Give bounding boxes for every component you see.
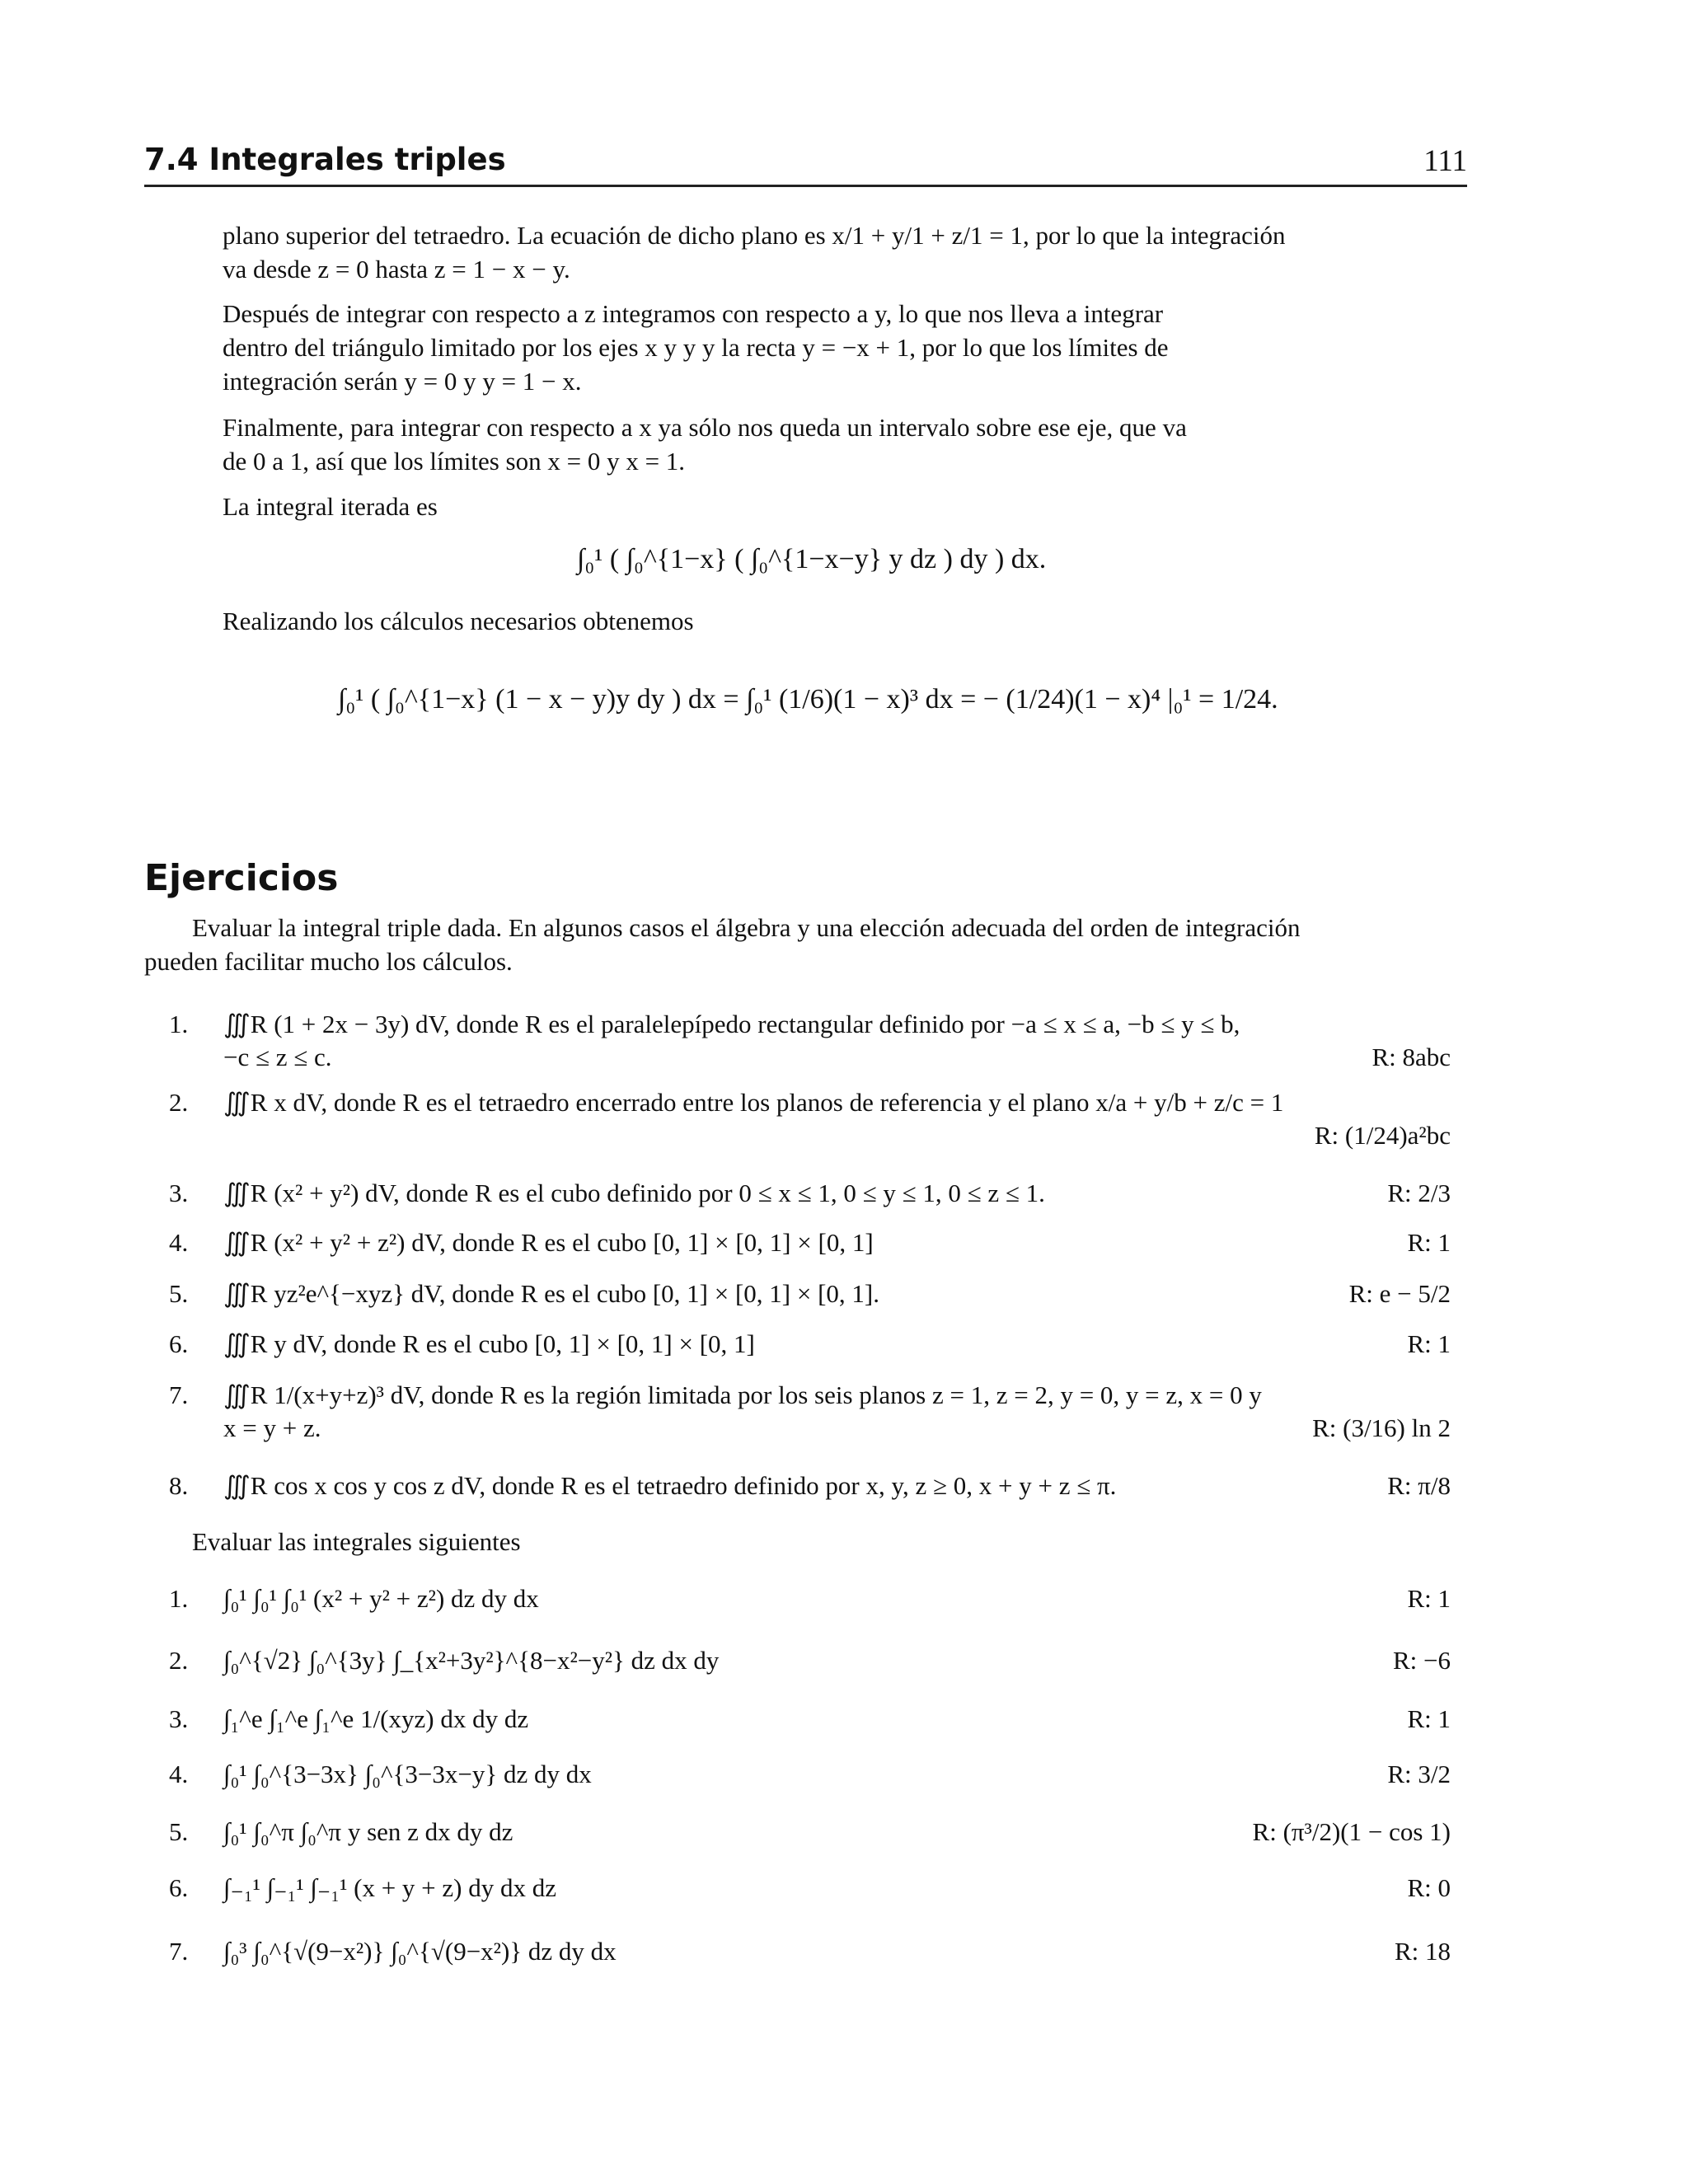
exercise-answer: R: 3/2 — [1387, 1760, 1451, 1788]
exercise-item — [169, 1088, 1451, 1154]
exercise-text: ∫₀^{√2} ∫₀^{3y} ∫_{x²+3y²}^{8−x²−y²} dz dx dy — [223, 1646, 720, 1675]
page-header — [144, 142, 1467, 187]
exercise-text: ∭R yz²e^{−xyz} dV, donde R es el cubo [0, 1] × [0, 1] × [0, 1]. — [223, 1279, 879, 1308]
exercise-text: ∭R (x² + y²) dV, donde R es el cubo definido por 0 ≤ x ≤ 1, 0 ≤ y ≤ 1, 0 ≤ z ≤ 1. — [223, 1179, 1045, 1207]
exercises-intro-2 — [192, 1525, 521, 1558]
exercise-number: 6. — [169, 1329, 189, 1358]
paragraph-line: va desde z = 0 hasta z = 1 − x − y. — [223, 255, 570, 284]
exercise-answer: R: π/8 — [1387, 1471, 1451, 1500]
paragraph-limits-x — [223, 410, 1360, 478]
exercise-text: ∭R (1 + 2x − 3y) dV, donde R es el paralelepípedo rectangular definido por −a ≤ x ≤ a, −b ≤ y ≤ b, — [223, 1010, 1240, 1038]
exercises-intro — [144, 911, 1467, 978]
exercise-item — [169, 1646, 1451, 1712]
paragraph-iterated — [223, 490, 438, 523]
exercise-answer: R: (3/16) ln 2 — [1312, 1413, 1451, 1442]
exercise-number: 5. — [169, 1279, 189, 1308]
exercise-text-continued: −c ≤ z ≤ c. — [223, 1043, 332, 1071]
paragraph-line: Después de integrar con respecto a z integramos con respecto a y, lo que nos lleva a integrar — [223, 299, 1164, 328]
exercise-text: ∫₋₁¹ ∫₋₁¹ ∫₋₁¹ (x + y + z) dy dx dz — [223, 1873, 556, 1902]
exercise-answer: R: 18 — [1394, 1937, 1451, 1966]
exercise-text: ∭R 1/(x+y+z)³ dV, donde R es la región limitada por los seis planos z = 1, z = 2, y = 0, y = z, x = 0 y — [223, 1380, 1262, 1409]
exercise-text: ∭R x dV, donde R es el tetraedro encerrado entre los planos de referencia y el plano x/a + y/b + z/c = 1 — [223, 1088, 1284, 1117]
exercise-answer: R: (1/24)a²bc — [1314, 1121, 1451, 1150]
exercise-text-continued: x = y + z. — [223, 1413, 321, 1442]
exercise-answer: R: 1 — [1407, 1584, 1451, 1613]
exercise-answer: R: −6 — [1392, 1646, 1451, 1675]
exercise-number: 4. — [169, 1228, 189, 1257]
exercise-answer: R: 1 — [1407, 1704, 1451, 1733]
exercise-number: 7. — [169, 1937, 189, 1966]
paragraph-line: La integral iterada es — [223, 492, 438, 521]
exercise-text: ∫₁^e ∫₁^e ∫₁^e 1/(xyz) dx dy dz — [223, 1704, 529, 1733]
exercise-number: 2. — [169, 1088, 189, 1117]
paragraph-limits-y — [223, 297, 1360, 398]
exercise-item — [169, 1937, 1451, 2003]
exercise-answer: R: 1 — [1407, 1228, 1451, 1257]
exercise-text: ∭R y dV, donde R es el cubo [0, 1] × [0, 1] × [0, 1] — [223, 1329, 755, 1358]
exercise-number: 4. — [169, 1760, 189, 1788]
exercise-item — [169, 1584, 1451, 1650]
exercise-text: ∭R cos x cos y cos z dV, donde R es el tetraedro definido por x, y, z ≥ 0, x + y + z ≤ π. — [223, 1471, 1117, 1500]
exercise-item — [169, 1760, 1451, 1825]
paragraph-line: de 0 a 1, así que los límites son x = 0 y x = 1. — [223, 447, 686, 476]
exercise-answer: R: e − 5/2 — [1348, 1279, 1451, 1308]
paragraph-line: integración serán y = 0 y y = 1 − x. — [223, 367, 582, 396]
exercise-number: 1. — [169, 1584, 189, 1613]
exercise-item — [169, 1380, 1451, 1446]
exercise-answer: R: 1 — [1407, 1329, 1451, 1358]
equation-result: ∫₀¹ ( ∫₀^{1−x} (1 − x − y)y dy ) dx = ∫₀¹ (1/6)(1 − x)³ dx = − (1/24)(1 − x)⁴ |₀¹ = 1/24. — [338, 684, 1278, 715]
exercise-text: ∫₀¹ ∫₀^π ∫₀^π y sen z dx dy dz — [223, 1817, 513, 1846]
paragraph-calculations — [223, 604, 694, 638]
exercise-item — [169, 1010, 1451, 1076]
paragraph-line: Evaluar la integral triple dada. En algunos casos el álgebra y una elección adecuada del orden de integración — [192, 913, 1301, 942]
exercise-number: 7. — [169, 1380, 189, 1409]
exercise-text: ∫₀¹ ∫₀¹ ∫₀¹ (x² + y² + z²) dz dy dx — [223, 1584, 539, 1613]
paragraph-line: Finalmente, para integrar con respecto a x ya sólo nos queda un intervalo sobre ese eje, que va — [223, 413, 1187, 442]
exercise-text: ∫₀¹ ∫₀^{3−3x} ∫₀^{3−3x−y} dz dy dx — [223, 1760, 592, 1788]
exercise-number: 2. — [169, 1646, 189, 1675]
paragraph-line: Realizando los cálculos necesarios obtenemos — [223, 607, 694, 635]
page-number: 111 — [1423, 144, 1467, 178]
exercise-item — [169, 1873, 1451, 1939]
paragraph-line: plano superior del tetraedro. La ecuación de dicho plano es x/1 + y/1 + z/1 = 1, por lo que la integración — [223, 221, 1286, 250]
exercise-answer: R: 8abc — [1372, 1043, 1451, 1071]
exercise-number: 6. — [169, 1873, 189, 1902]
paragraph-line: dentro del triángulo limitado por los ejes x y y y la recta y = −x + 1, por lo que los límites de — [223, 333, 1169, 362]
exercise-number: 8. — [169, 1471, 189, 1500]
section-title: 7.4 Integrales triples — [144, 142, 506, 177]
paragraph-plane — [223, 218, 1360, 286]
exercise-answer: R: 2/3 — [1387, 1179, 1451, 1207]
equation-iterated: ∫₀¹ ( ∫₀^{1−x} ( ∫₀^{1−x−y} y dz ) dy ) dx. — [577, 544, 1047, 574]
paragraph-line: Evaluar las integrales siguientes — [192, 1527, 521, 1556]
exercise-text: ∭R (x² + y² + z²) dV, donde R es el cubo [0, 1] × [0, 1] × [0, 1] — [223, 1228, 874, 1257]
exercise-text: ∫₀³ ∫₀^{√(9−x²)} ∫₀^{√(9−x²)} dz dy dx — [223, 1937, 617, 1966]
exercise-number: 5. — [169, 1817, 189, 1846]
exercise-number: 3. — [169, 1179, 189, 1207]
exercises-heading: Ejercicios — [144, 857, 339, 899]
exercise-number: 3. — [169, 1704, 189, 1733]
exercise-number: 1. — [169, 1010, 189, 1038]
exercise-answer: R: 0 — [1407, 1873, 1451, 1902]
exercise-answer: R: (π³/2)(1 − cos 1) — [1252, 1817, 1451, 1846]
paragraph-line: pueden facilitar mucho los cálculos. — [144, 947, 513, 976]
